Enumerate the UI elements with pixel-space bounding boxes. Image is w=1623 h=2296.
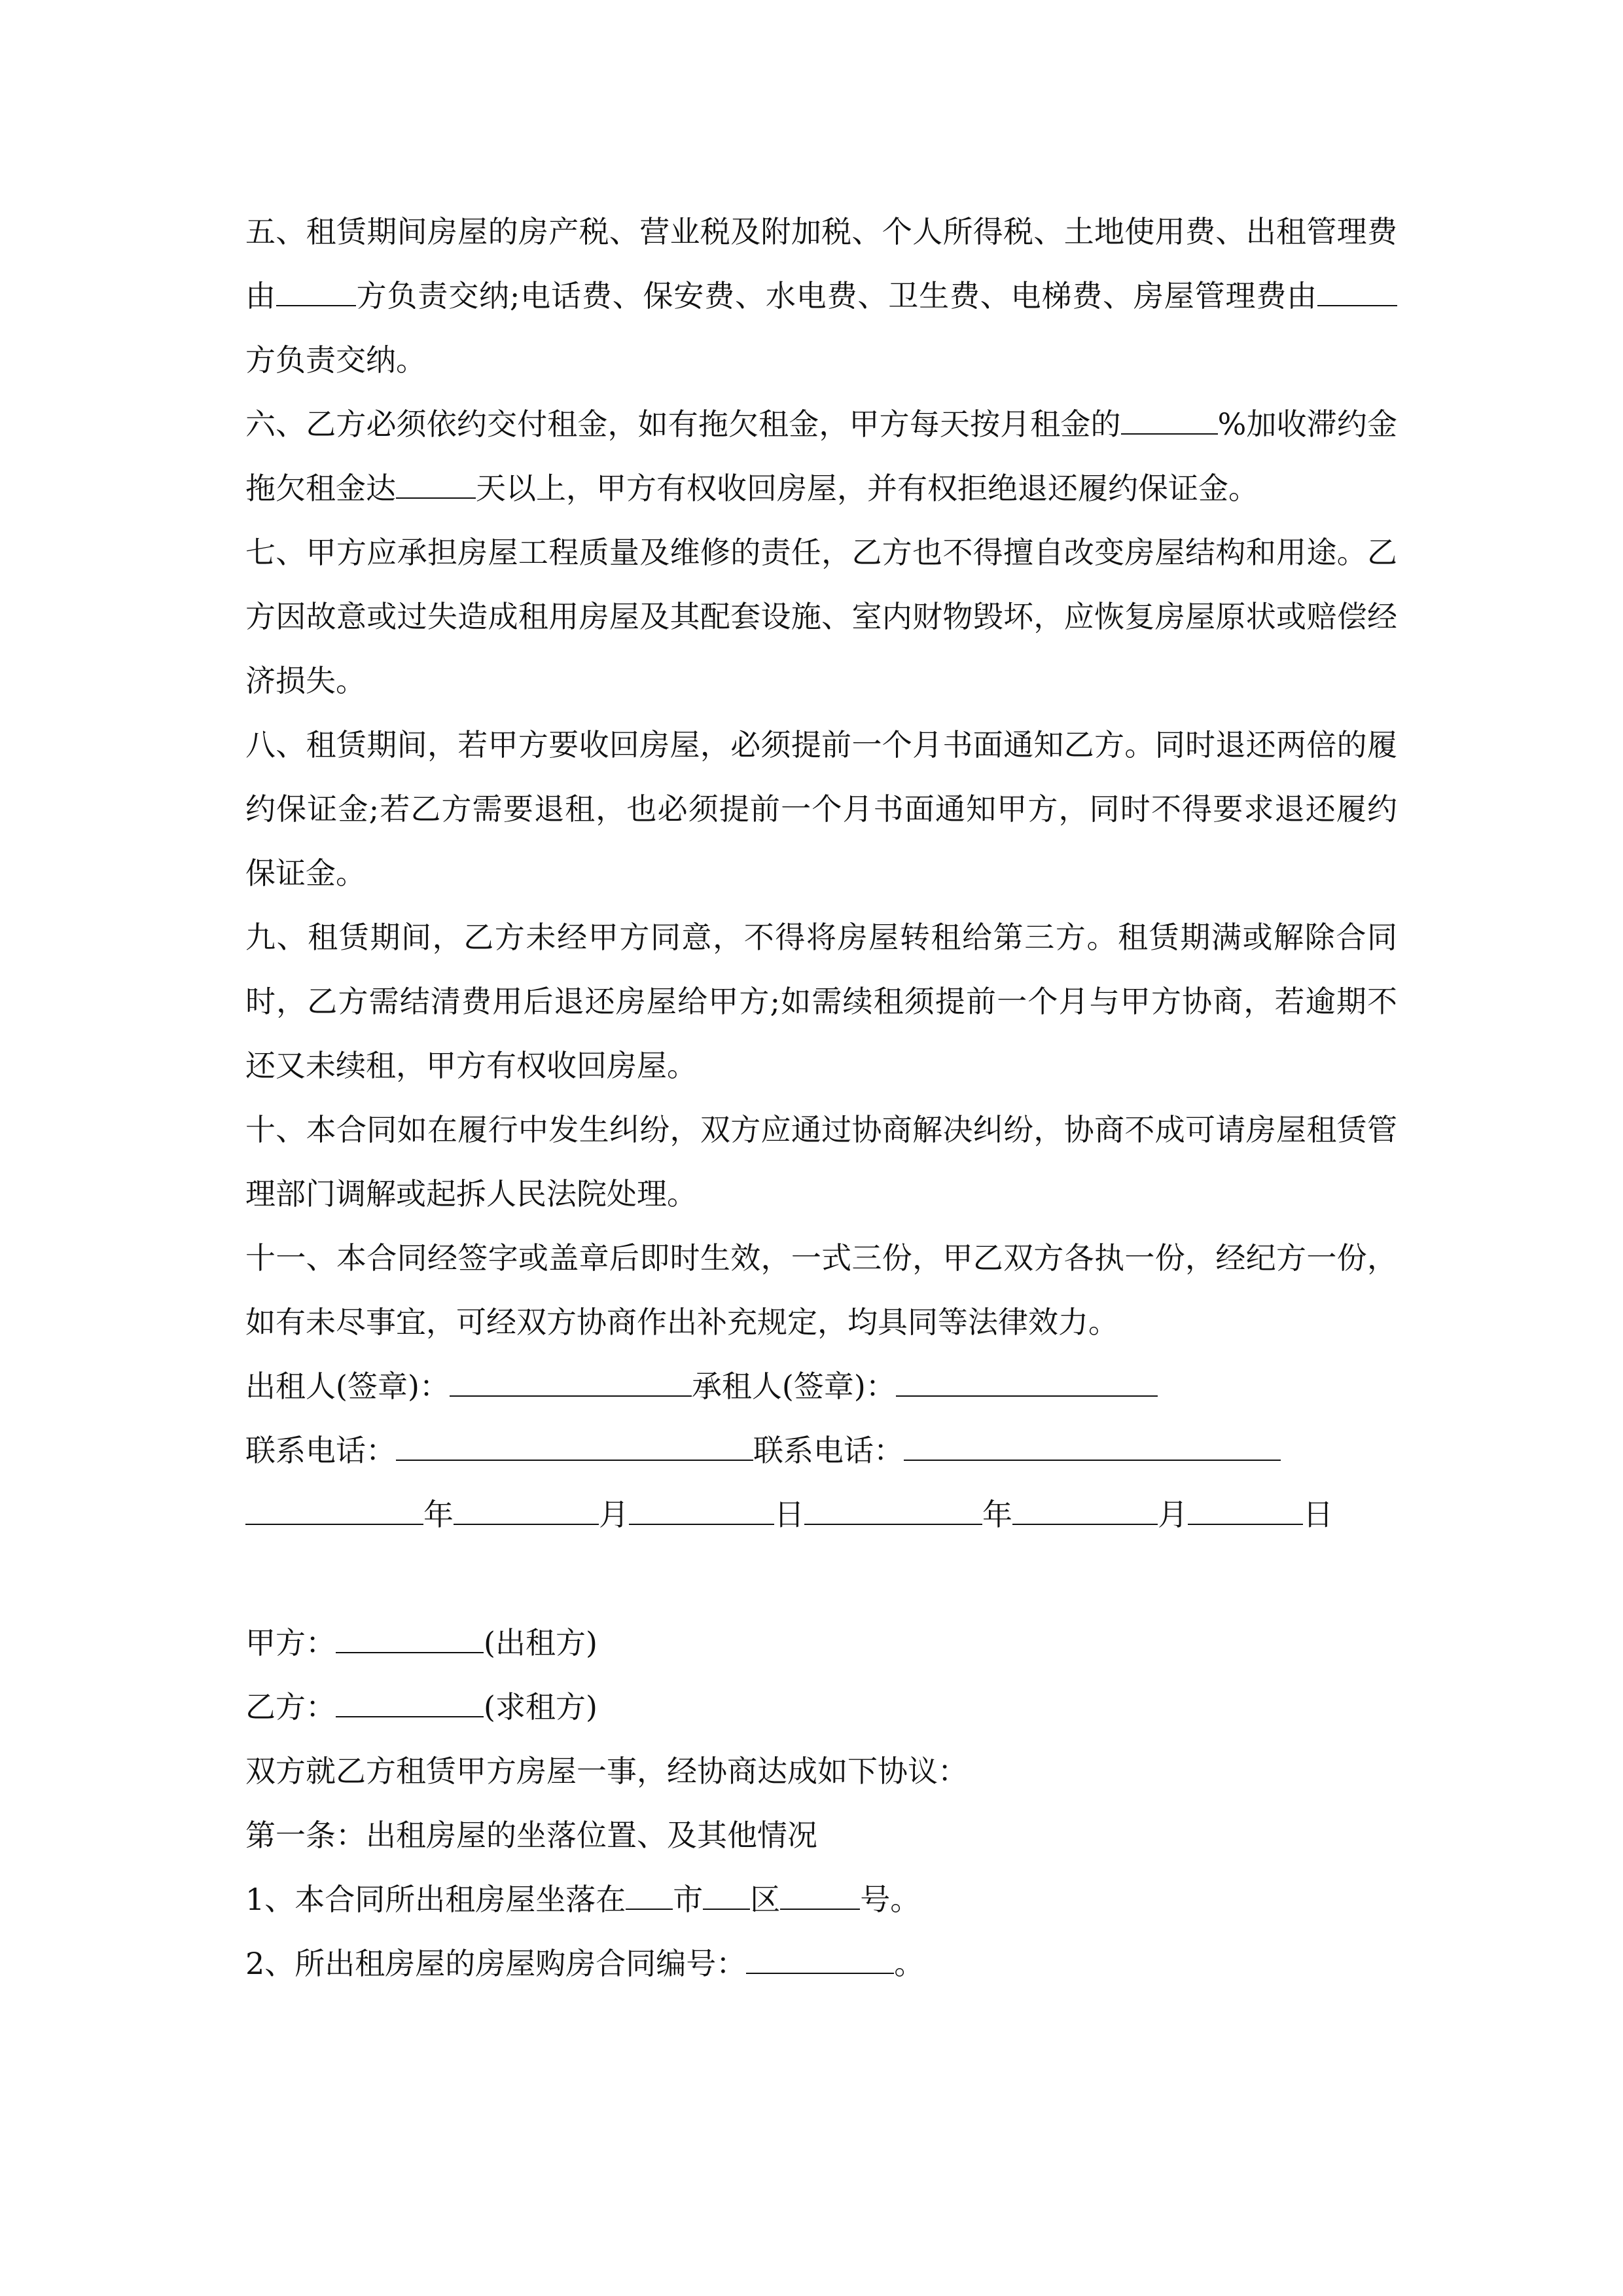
article-1-item-1: 1、本合同所出租房屋坐落在 市 区 号。: [245, 1882, 921, 1917]
house-number-blank[interactable]: [780, 1882, 860, 1910]
party-a-line: 甲方： (出租方): [245, 1625, 597, 1660]
clause-8: 八、租赁期间，若甲方要收回房屋，必须提前一个月书面通知乙方。同时退还两倍的履约保证金;若乙方需要退租，也必须提前一个月书面通知甲方，同时不得要求退还履约保证金。: [245, 727, 1397, 891]
party-a-name-blank[interactable]: [336, 1626, 484, 1653]
lessee-phone-blank[interactable]: [904, 1433, 1281, 1461]
clause-6: 六、乙方必须依约交付租金，如有拖欠租金，甲方每天按月租金的 %加收滞约金拖欠租金达 天以上，甲方有权收回房屋，并有权拒绝退还履约保证金。: [245, 406, 1397, 506]
tax-payer-blank[interactable]: [276, 279, 356, 306]
purchase-contract-number-blank[interactable]: [746, 1946, 894, 1974]
lessor-day-blank[interactable]: [629, 1498, 774, 1525]
city-blank[interactable]: [626, 1882, 673, 1910]
party-b-name-blank[interactable]: [336, 1690, 484, 1717]
clause-11: 十一、本合同经签字或盖章后即时生效，一式三份，甲乙双方各执一份，经纪方一份，如有未尽事宜，可经双方协商作出补充规定，均具同等法律效力。: [245, 1240, 1397, 1340]
penalty-rate-blank[interactable]: [1121, 407, 1218, 435]
lessor-signature-blank[interactable]: [450, 1369, 692, 1397]
clause-10: 十、本合同如在履行中发生纠纷，双方应通过协商解决纠纷，协商不成可请房屋租赁管理部门调解或起拆人民法院处理。: [245, 1112, 1397, 1211]
lessee-month-blank[interactable]: [1012, 1498, 1158, 1525]
phone-row: 联系电话： 联系电话：: [245, 1418, 1397, 1482]
lessee-signature-blank[interactable]: [896, 1369, 1158, 1397]
lessor-year-blank[interactable]: [245, 1498, 423, 1525]
overdue-days-blank[interactable]: [396, 471, 476, 499]
lessee-year-blank[interactable]: [804, 1498, 982, 1525]
lessor-month-blank[interactable]: [454, 1498, 599, 1525]
fee-payer-blank[interactable]: [1317, 279, 1397, 306]
section-gap: [245, 1547, 1397, 1611]
clause-7: 七、甲方应承担房屋工程质量及维修的责任，乙方也不得擅自改变房屋结构和用途。乙方因故意或过失造成租用房屋及其配套设施、室内财物毁坏，应恢复房屋原状或赔偿经济损失。: [245, 535, 1397, 698]
clause-5: 五、租赁期间房屋的房产税、营业税及附加税、个人所得税、土地使用费、出租管理费由 方负责交纳;电话费、保安费、水电费、卫生费、电梯费、房屋管理费由方负责交纳。: [245, 214, 1397, 378]
lessee-day-blank[interactable]: [1188, 1498, 1303, 1525]
district-blank[interactable]: [703, 1882, 750, 1910]
article-1-title: 第一条：出租房屋的坐落位置、及其他情况: [245, 1818, 817, 1853]
lessor-phone-blank[interactable]: [396, 1433, 753, 1461]
agreement-intro: 双方就乙方租赁甲方房屋一事，经协商达成如下协议：: [245, 1753, 968, 1789]
party-b-line: 乙方： (求租方): [245, 1689, 597, 1725]
signature-row: 出租人(签章)： 承租人(签章)：: [245, 1354, 1397, 1418]
article-1-item-2: 2、所出租房屋的房屋购房合同编号： 。: [245, 1946, 925, 1981]
contract-body: [245, 200, 1397, 1996]
date-row: 年 月 日 年 月 日: [245, 1482, 1397, 1547]
clause-9: 九、租赁期间，乙方未经甲方同意，不得将房屋转租给第三方。租赁期满或解除合同时，乙方需结清费用后退还房屋给甲方;如需续租须提前一个月与甲方协商，若逾期不还又未续租，甲方有权收回房屋。: [245, 920, 1397, 1083]
